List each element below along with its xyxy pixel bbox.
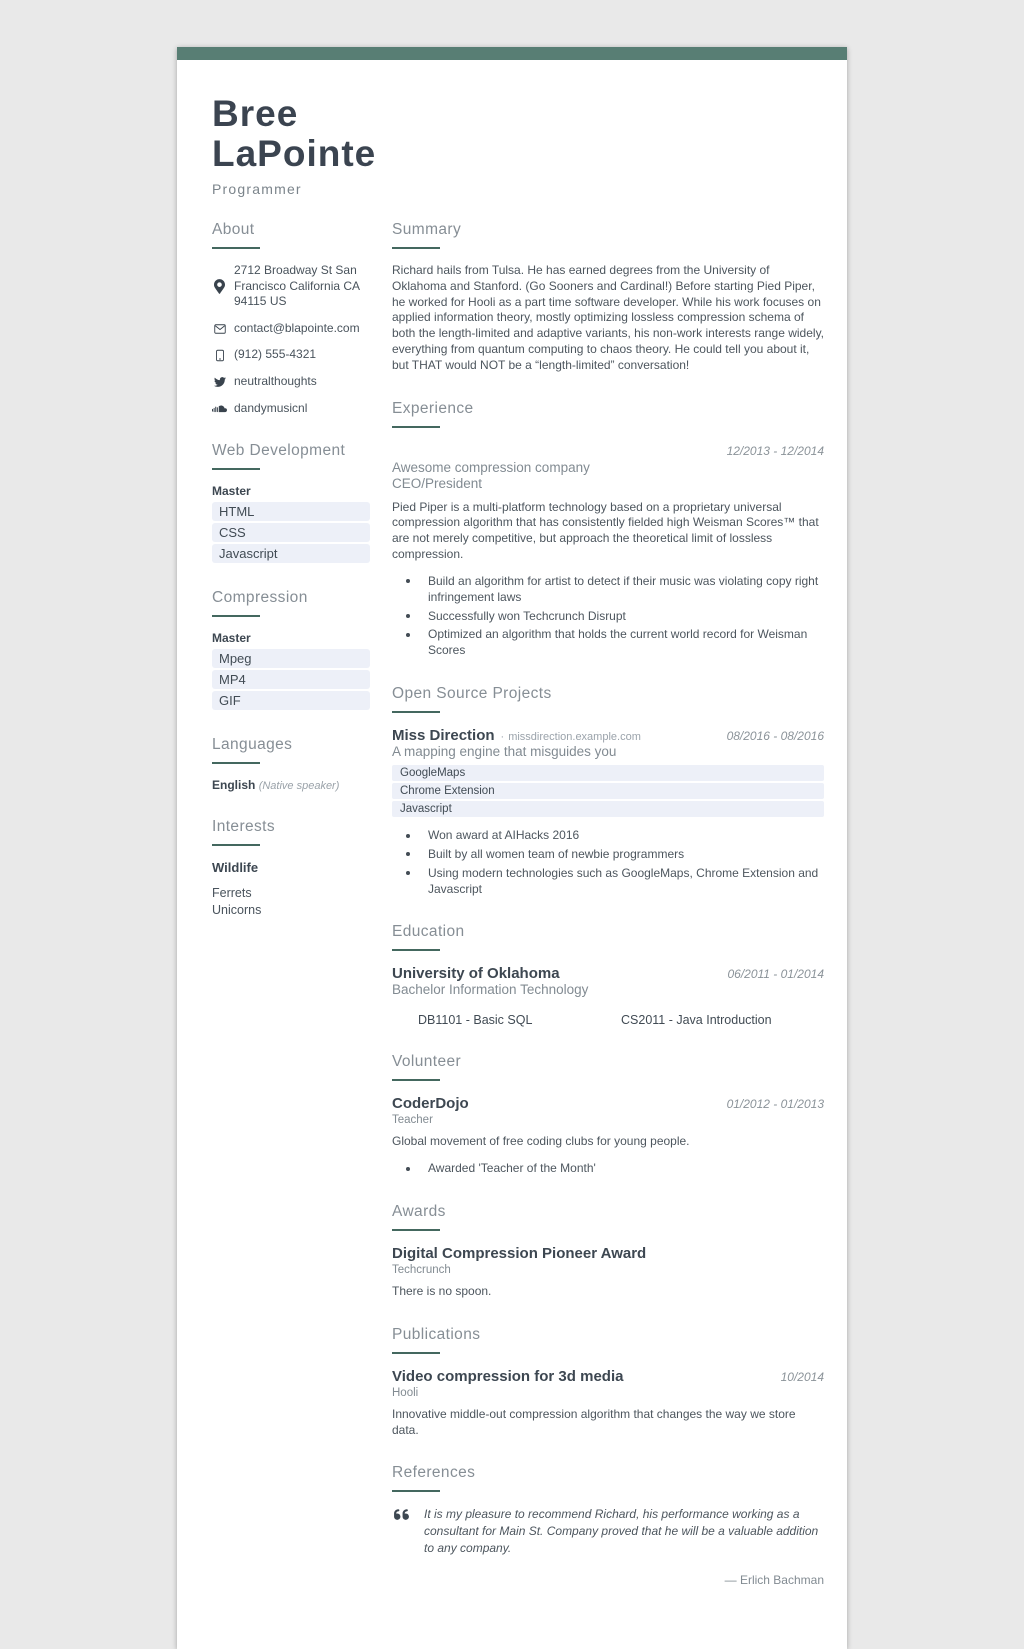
highlight-item: Using modern technologies such as GoogleMaps, Chrome Extension and Javascript <box>428 866 824 898</box>
project-website-separator: · <box>500 731 505 744</box>
volunteer-dates: 01/2012 - 01/2013 <box>726 1097 824 1112</box>
about-item-phone <box>212 347 370 363</box>
skill-group-heading: Compression <box>212 589 308 607</box>
heading-underline <box>212 468 260 470</box>
phone-text: (912) 555-4321 <box>234 347 317 362</box>
reference-quote: It is my pleasure to recommend Richard, his performance working as a consultant for Main St. Company proved that he will be a valuable addition to any company. <box>424 1507 819 1555</box>
projects-heading: Open Source Projects <box>392 685 552 703</box>
interest-name: Wildlife <box>212 860 259 876</box>
skill-tag: CSS <box>212 523 370 542</box>
section-interests <box>212 818 370 919</box>
sidebar <box>212 221 370 1613</box>
skill-tag: GIF <box>212 691 370 710</box>
heading-underline <box>392 1490 440 1492</box>
skill-group-heading: Web Development <box>212 442 346 460</box>
highlight-item: Built by all women team of newbie programmers <box>428 847 824 863</box>
person-first-name: Bree <box>212 93 299 134</box>
reference-entry <box>392 1506 824 1556</box>
experience-company: Awesome compression company <box>392 459 590 475</box>
person-name <box>212 94 824 174</box>
envelope-icon <box>212 323 227 335</box>
highlight-item: Successfully won Techcrunch Disrupt <box>428 609 824 625</box>
about-item-soundcloud[interactable] <box>212 401 370 417</box>
resume-header <box>212 94 824 197</box>
education-courses <box>392 1013 824 1027</box>
publication-publisher: Hooli <box>392 1386 419 1399</box>
skill-level-label: Master <box>212 631 251 646</box>
course-item: DB1101 - Basic SQL <box>418 1013 533 1028</box>
volunteer-entry <box>392 1095 824 1177</box>
twitter-handle-text[interactable]: neutralthoughts <box>234 373 317 388</box>
project-highlights <box>392 828 824 897</box>
heading-underline <box>392 247 440 249</box>
summary-text: Richard hails from Tulsa. He has earned degrees from the University of Oklahoma and Stanford. (Go Sooners and Cardinal!) Before starting Pied Piper, he worked for Hooli as a part time software developer. While his work focuses on applied information theory, mostly optimizing lossless compression schema of both the length-limited and adaptive variants, his non-work interests range widely, everything from quantum computing to chaos theory. He could tell you about it, but THAT would NOT be a “length-limited” conversation! <box>392 263 825 372</box>
section-publications <box>392 1326 824 1439</box>
location-pin-icon <box>212 279 227 294</box>
highlight-item: Won award at AIHacks 2016 <box>428 828 824 844</box>
about-item-address <box>212 263 370 310</box>
language-item <box>212 778 370 792</box>
project-name: Miss Direction <box>392 727 495 745</box>
section-skills-compression <box>212 589 370 710</box>
section-volunteer <box>392 1053 824 1177</box>
references-heading: References <box>392 1464 476 1482</box>
skill-level-label: Master <box>212 484 251 499</box>
language-fluency: (Native speaker) <box>258 780 340 793</box>
volunteer-organization: CoderDojo <box>392 1095 469 1113</box>
education-institution: University of Oklahoma <box>392 965 560 983</box>
section-languages <box>212 736 370 792</box>
heading-underline <box>212 615 260 617</box>
section-references <box>392 1464 824 1586</box>
experience-heading: Experience <box>392 399 474 417</box>
section-awards <box>392 1203 824 1300</box>
course-item: CS2011 - Java Introduction <box>621 1013 772 1028</box>
person-last-name: LaPointe <box>212 133 377 174</box>
heading-underline <box>392 1352 440 1354</box>
volunteer-heading: Volunteer <box>392 1053 462 1071</box>
heading-underline <box>392 426 440 428</box>
project-description: A mapping engine that misguides you <box>392 744 617 760</box>
interest-keyword: Ferrets <box>212 886 252 901</box>
heading-underline <box>212 844 260 846</box>
award-entry <box>392 1245 824 1300</box>
soundcloud-icon <box>212 403 227 414</box>
quote-left-icon <box>392 1506 412 1556</box>
project-website-link[interactable]: missdirection.example.com <box>508 731 641 744</box>
about-item-twitter[interactable] <box>212 374 370 390</box>
highlight-item: Optimized an algorithm that holds the current world record for Weisman Scores <box>428 627 824 659</box>
reference-name: — Erlich Bachman <box>724 1572 824 1587</box>
experience-position: CEO/President <box>392 475 483 491</box>
education-degree: Bachelor Information Technology <box>392 982 589 998</box>
person-job-title: Programmer <box>212 181 302 197</box>
heading-underline <box>392 949 440 951</box>
experience-summary: Pied Piper is a multi-platform technology based on a proprietary universal compression algorithm that has consistently fielded high Weisman Scores™ that are not merely competitive, but approach the theoretical limit of lossless compression. <box>392 499 819 562</box>
main-column <box>392 221 824 1613</box>
interest-keyword: Unicorns <box>212 903 262 918</box>
interests-heading: Interests <box>212 818 276 836</box>
publication-summary: Innovative middle-out compression algorithm that changes the way we store data. <box>392 1406 796 1437</box>
mobile-phone-icon <box>212 348 227 363</box>
skill-tag: MP4 <box>212 670 370 689</box>
awards-heading: Awards <box>392 1202 446 1220</box>
volunteer-highlights <box>392 1161 824 1177</box>
project-keyword: GoogleMaps <box>392 765 824 781</box>
highlight-item: Build an algorithm for artist to detect if their music was violating copy right infringement laws <box>428 574 824 606</box>
education-heading: Education <box>392 923 465 941</box>
section-about <box>212 221 370 416</box>
twitter-icon <box>212 376 227 388</box>
award-awarder: Techcrunch <box>392 1263 451 1276</box>
skill-tag: HTML <box>212 502 370 521</box>
highlight-item: Awarded 'Teacher of the Month' <box>428 1161 824 1177</box>
skill-tag: Javascript <box>212 544 370 563</box>
heading-underline <box>212 247 260 249</box>
heading-underline <box>392 1229 440 1231</box>
education-entry <box>392 965 824 1027</box>
email-text[interactable]: contact@blapointe.com <box>234 320 360 335</box>
about-item-email[interactable] <box>212 321 370 337</box>
resume-page <box>177 47 847 1649</box>
skill-tag: Mpeg <box>212 649 370 668</box>
award-title: Digital Compression Pioneer Award <box>392 1244 647 1262</box>
project-entry <box>392 727 824 897</box>
accent-bar <box>177 47 847 60</box>
section-summary <box>392 221 824 374</box>
project-keyword: Chrome Extension <box>392 783 824 799</box>
publication-name: Video compression for 3d media <box>392 1367 624 1385</box>
project-keywords <box>392 765 824 817</box>
experience-entry <box>392 442 824 659</box>
language-name: English <box>212 778 256 793</box>
project-keyword: Javascript <box>392 801 824 817</box>
languages-heading: Languages <box>212 736 293 754</box>
summary-heading: Summary <box>392 221 462 238</box>
award-summary: There is no spoon. <box>392 1283 492 1298</box>
volunteer-position: Teacher <box>392 1114 433 1127</box>
project-dates: 08/2016 - 08/2016 <box>726 729 824 744</box>
publication-date: 10/2014 <box>780 1369 824 1384</box>
address-text: 2712 Broadway St San Francisco California CA 94115 US <box>234 263 360 309</box>
section-projects <box>392 685 824 897</box>
section-experience <box>392 400 824 659</box>
heading-underline <box>212 762 260 764</box>
publication-entry <box>392 1368 824 1439</box>
soundcloud-handle-text[interactable]: dandymusicnl <box>234 400 308 415</box>
heading-underline <box>392 711 440 713</box>
heading-underline <box>392 1079 440 1081</box>
publications-heading: Publications <box>392 1325 481 1343</box>
volunteer-summary: Global movement of free coding clubs for young people. <box>392 1134 690 1149</box>
education-dates: 06/2011 - 01/2014 <box>727 967 824 982</box>
experience-highlights <box>392 574 824 659</box>
section-education <box>392 923 824 1027</box>
about-heading: About <box>212 221 255 238</box>
experience-dates: 12/2013 - 12/2014 <box>726 443 824 458</box>
section-skills-web-development <box>212 442 370 563</box>
